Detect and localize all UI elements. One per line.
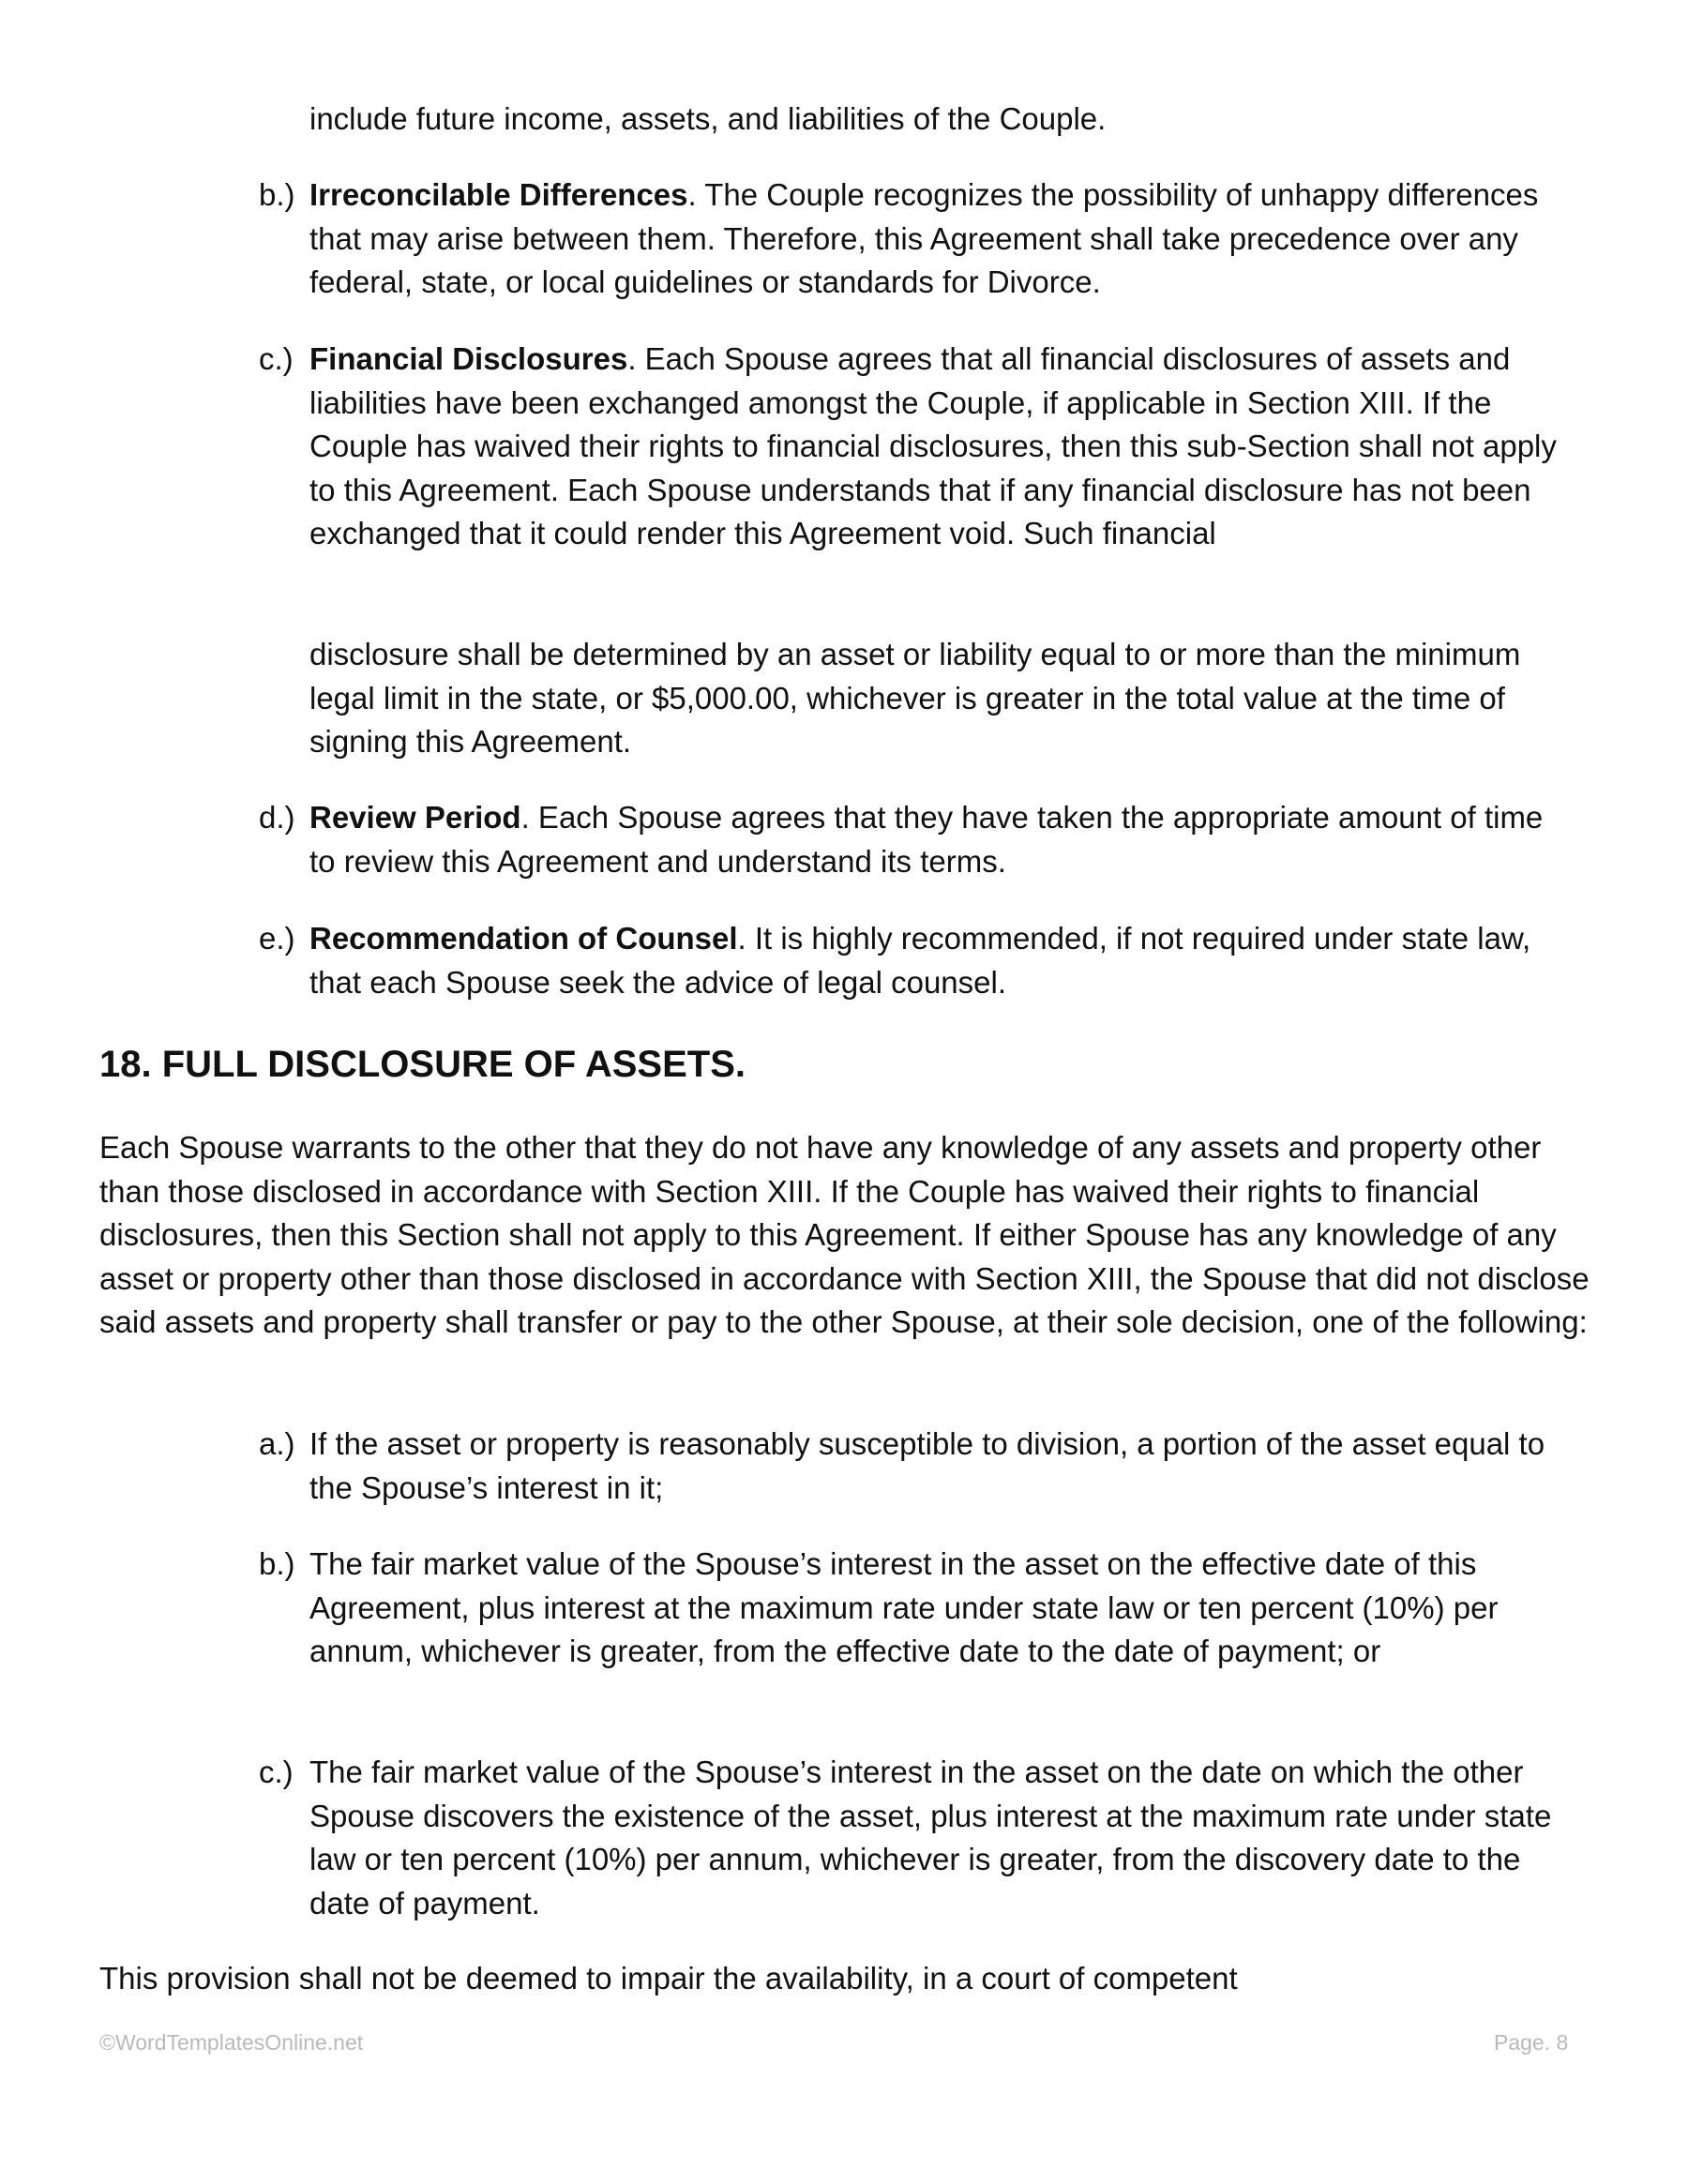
section-paragraph: Each Spouse warrants to the other that they do not have any knowledge of any assets and property other than those disclosed in accordance with Section XIII. If the Couple has waived their rights to financial disclosures, then this Section shall not apply to this Agreement. If either Spouse has any knowledge of any asset or property other than those disclosed in accordance with Section XIII, the Spouse that did not disclose said assets and property shall transfer or pay to the other Spouse, at their sole decision, one of the following: xyxy=(99,1130,1590,1339)
list-item-irreconcilable-differences xyxy=(259,173,1572,305)
list-marker: b.) xyxy=(259,177,295,212)
section-heading: 18. FULL DISCLOSURE OF ASSETS. xyxy=(99,1044,746,1085)
item-text: . Each Spouse agrees that they have taken the appropriate amount of time to review this Agreement and understand its terms. xyxy=(309,800,1544,879)
list-item-financial-disclosures xyxy=(259,338,1572,556)
item-text: If the asset or property is reasonably susceptible to division, a portion of the asset equal to the Spouse’s interest in it; xyxy=(309,1426,1545,1505)
footer-page-number: Page. 8 xyxy=(1494,2030,1569,2055)
item-text: The fair market value of the Spouse’s interest in the asset on the date on which the other Spouse discovers the existence of the asset, plus interest at the maximum rate under state law or ten percent (10%) per annum, whichever is greater, from the discovery date to the date of payment. xyxy=(309,1755,1552,1920)
list-marker: a.) xyxy=(259,1426,295,1461)
list-marker: d.) xyxy=(259,800,295,835)
list-marker: c.) xyxy=(259,341,294,376)
list-item-review-period xyxy=(259,796,1572,883)
item-text: The fair market value of the Spouse’s interest in the asset on the effective date of this Agreement, plus interest at the maximum rate under state law or ten percent (10%) per annum, whichever is greater, from the effective date to the date of payment; or xyxy=(309,1546,1499,1668)
list-item-c xyxy=(259,1751,1572,1925)
continued-text: include future income, assets, and liabilities of the Couple. xyxy=(309,101,1107,136)
list-marker: e.) xyxy=(259,921,295,956)
list-item-recommendation-of-counsel xyxy=(259,917,1572,1004)
list-item-continuation: disclosure shall be determined by an asset or liability equal to or more than the minimum legal limit in the state, or $5,000.00, whichever is greater in the total value at the time of signing this Agreement. xyxy=(309,637,1521,759)
item-title: Review Period xyxy=(309,800,521,835)
list-item-b xyxy=(259,1543,1572,1674)
footer-copyright: ©WordTemplatesOnline.net xyxy=(99,2030,364,2055)
item-title: Financial Disclosures xyxy=(309,341,628,376)
list-item-a xyxy=(259,1423,1572,1510)
item-text: . It is highly recommended, if not required under state law, that each Spouse seek the advice of legal counsel. xyxy=(309,921,1531,1000)
item-title: Recommendation of Counsel xyxy=(309,921,738,956)
list-marker: c.) xyxy=(259,1755,294,1789)
closing-paragraph: This provision shall not be deemed to impair the availability, in a court of competent xyxy=(99,1961,1238,1996)
item-text: . Each Spouse agrees that all financial disclosures of assets and liabilities have been exchanged amongst the Couple, if applicable in Section XIII. If the Couple has waived their rights to financial disclosures, then this sub-Section shall not apply to this Agreement. Each Spouse understands that if any financial disclosure has not been exchanged that it could render this Agreement void. Such financial xyxy=(309,341,1557,550)
item-text: . The Couple recognizes the possibility of unhappy differences that may arise between them. Therefore, this Agreement shall take precedence over any federal, state, or local guidelines or standards for Divorce. xyxy=(309,177,1539,299)
item-title: Irreconcilable Differences xyxy=(309,177,688,212)
list-marker: b.) xyxy=(259,1546,295,1581)
